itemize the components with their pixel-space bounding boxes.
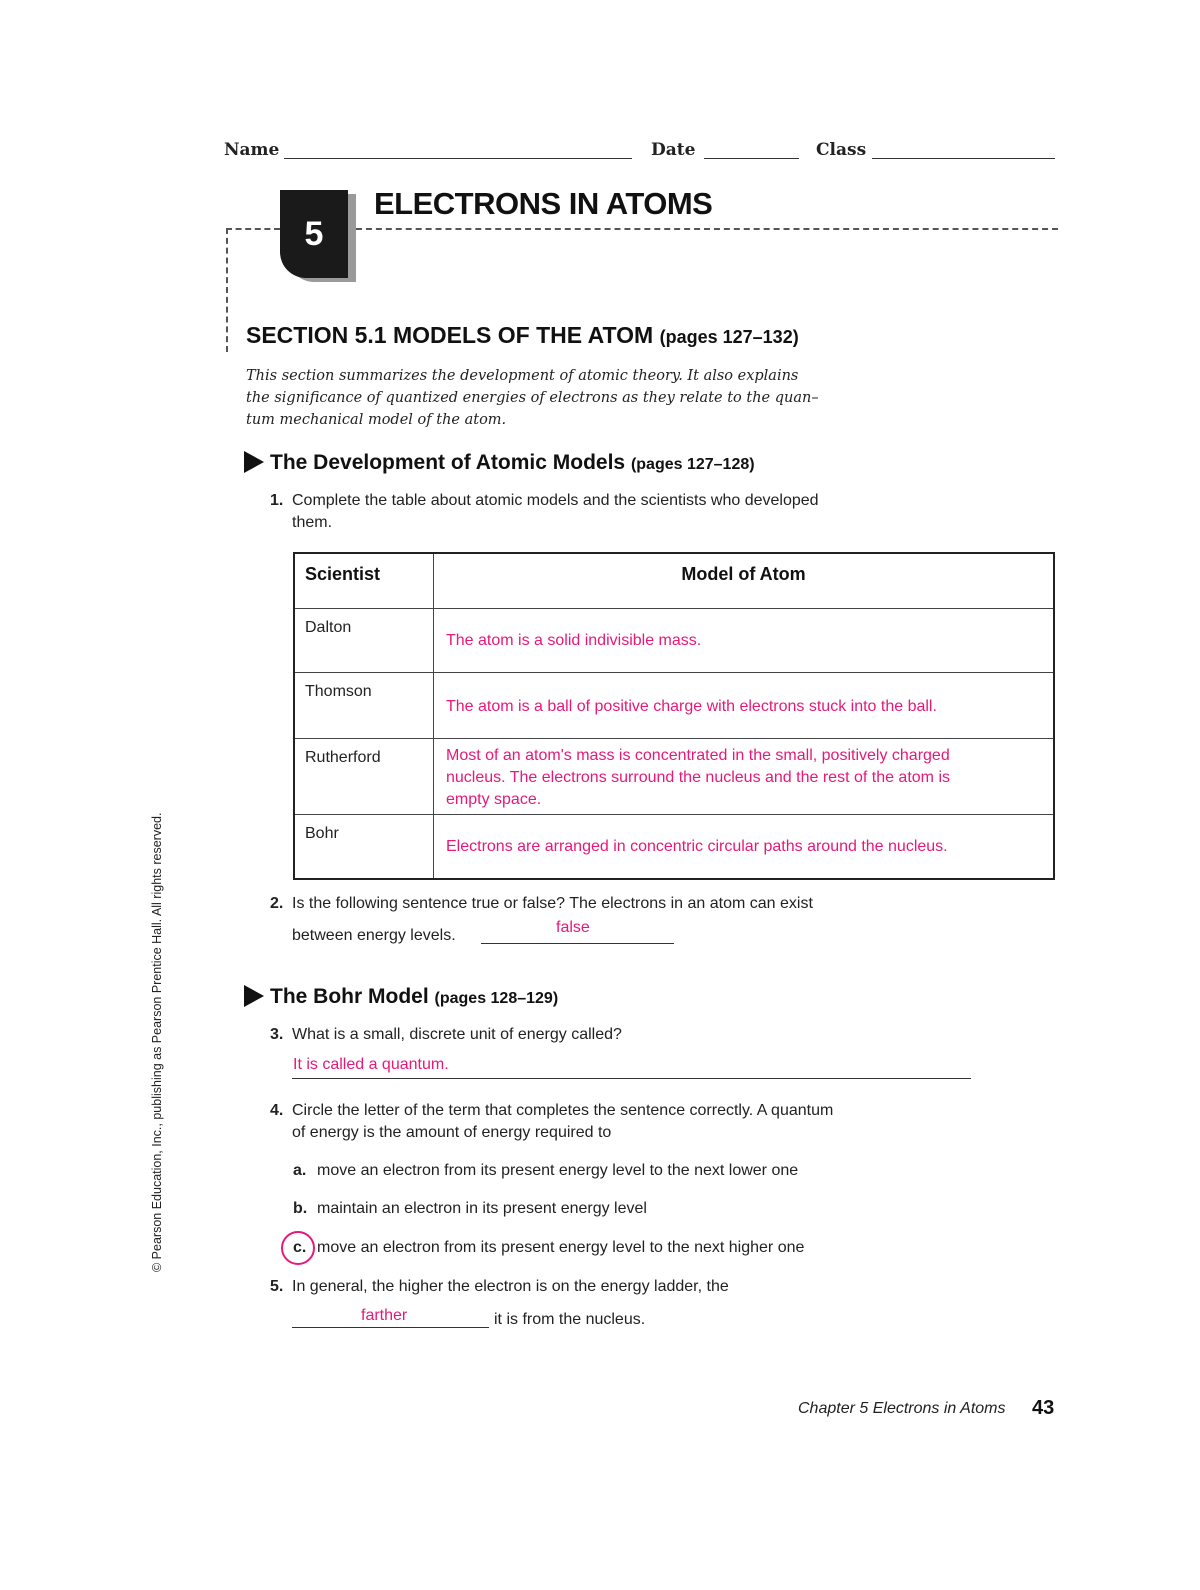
intro-line: This section summarizes the development of atomic theory. It also explains	[246, 368, 799, 384]
date-field[interactable]	[704, 158, 799, 159]
question-5	[270, 1276, 729, 1298]
option-c[interactable]	[293, 1237, 804, 1259]
question-number: 4.	[270, 1102, 284, 1119]
subsection-pages: (pages 128–129)	[434, 990, 559, 1007]
question-text: Is the following sentence true or false? The electrons in an atom can exist	[292, 895, 813, 912]
option-text: move an electron from its present energy level to the next higher one	[317, 1239, 805, 1256]
answer-blank-2[interactable]	[481, 943, 674, 944]
model-answer-text: The atom is a solid indivisible mass.	[446, 632, 702, 649]
subsection-title: The Development of Atomic Models	[270, 451, 626, 474]
class-field[interactable]	[872, 158, 1055, 159]
question-4	[270, 1100, 970, 1144]
date-label: Date	[651, 140, 696, 160]
answer-2: false	[556, 919, 590, 936]
scientist-cell: Rutherford	[294, 739, 434, 815]
option-letter: c.	[293, 1239, 307, 1256]
model-answer-text: Electrons are arranged in concentric circular paths around the nucleus.	[446, 838, 948, 855]
name-field[interactable]	[284, 158, 632, 159]
question-text: of energy is the amount of energy required to	[292, 1124, 612, 1141]
subsection-title: The Bohr Model	[270, 985, 429, 1008]
scientist-cell: Dalton	[294, 609, 434, 673]
question-text: between energy levels.	[292, 927, 456, 944]
table-row	[294, 739, 1054, 815]
footer-chapter-text: Chapter 5 Electrons in Atoms	[798, 1400, 1006, 1417]
option-text: move an electron from its present energy level to the next lower one	[317, 1162, 799, 1179]
column-header-scientist: Scientist	[294, 553, 434, 609]
answer-blank-5[interactable]	[292, 1327, 489, 1328]
chapter-title: ELECTRONS IN ATOMS	[374, 186, 713, 221]
question-1	[270, 490, 910, 534]
option-letter: b.	[293, 1200, 308, 1217]
section-pages: (pages 127–132)	[659, 327, 799, 347]
answer-3: It is called a quantum.	[293, 1056, 449, 1073]
scientist-cell: Bohr	[294, 815, 434, 879]
question-text: In general, the higher the electron is on the energy ladder, the	[292, 1278, 729, 1295]
option-text: maintain an electron in its present energy level	[317, 1200, 647, 1217]
option-a[interactable]	[293, 1160, 798, 1182]
question-number: 5.	[270, 1278, 284, 1295]
table-row	[294, 609, 1054, 673]
question-number: 3.	[270, 1026, 284, 1043]
table-row	[294, 673, 1054, 739]
banner-dash-right	[356, 228, 1058, 230]
model-answer-cell[interactable]	[434, 739, 1055, 815]
class-label: Class	[816, 140, 867, 160]
question-text: Circle the letter of the term that completes the sentence correctly. A quantum	[292, 1102, 834, 1119]
question-number: 2.	[270, 895, 284, 912]
answer-5: farther	[361, 1307, 408, 1324]
section-title-text: SECTION 5.1 MODELS OF THE ATOM	[246, 322, 654, 348]
question-number: 1.	[270, 492, 284, 509]
question-text: it is from the nucleus.	[494, 1311, 646, 1328]
intro-line: the significance of quantized energies of electrons as they relate to the quan–	[246, 390, 819, 406]
chapter-number-tab: 5	[280, 190, 348, 278]
scientist-cell: Thomson	[294, 673, 434, 739]
question-3	[270, 1024, 622, 1046]
answer-blank-3[interactable]	[292, 1078, 971, 1079]
question-2	[270, 893, 970, 947]
banner-dash-vertical	[226, 228, 228, 352]
model-answer-cell[interactable]	[434, 609, 1055, 673]
arrow-right-icon	[244, 985, 264, 1007]
subsection-heading-bohr	[244, 985, 558, 1009]
subsection-pages: (pages 127–128)	[630, 456, 755, 473]
table-row	[294, 815, 1054, 879]
question-text: Complete the table about atomic models and the scientists who developed	[292, 492, 819, 509]
section-title	[246, 322, 799, 349]
atomic-models-table	[293, 552, 1055, 880]
page-number: 43	[1032, 1397, 1055, 1419]
table-header-row	[294, 553, 1054, 609]
model-answer-text: Most of an atom's mass is concentrated in the small, positively charged	[446, 747, 950, 764]
model-answer-text: nucleus. The electrons surround the nucleus and the rest of the atom is	[446, 769, 950, 786]
question-text: them.	[292, 514, 333, 531]
model-answer-text: The atom is a ball of positive charge with electrons stuck into the ball.	[446, 698, 937, 715]
model-answer-text: empty space.	[446, 791, 542, 808]
section-intro	[246, 365, 886, 431]
arrow-right-icon	[244, 451, 264, 473]
banner-dash-left	[226, 228, 280, 230]
intro-line: tum mechanical model of the atom.	[246, 412, 507, 428]
question-text: What is a small, discrete unit of energy called?	[292, 1026, 622, 1043]
option-b[interactable]	[293, 1198, 647, 1220]
subsection-heading-development	[244, 451, 755, 475]
option-letter: a.	[293, 1162, 307, 1179]
model-answer-cell[interactable]	[434, 673, 1055, 739]
copyright-notice: © Pearson Education, Inc., publishing as Pearson Prentice Hall. All rights reserved.	[150, 812, 164, 1272]
column-header-model: Model of Atom	[434, 553, 1055, 609]
model-answer-cell[interactable]	[434, 815, 1055, 879]
name-label: Name	[224, 140, 280, 160]
